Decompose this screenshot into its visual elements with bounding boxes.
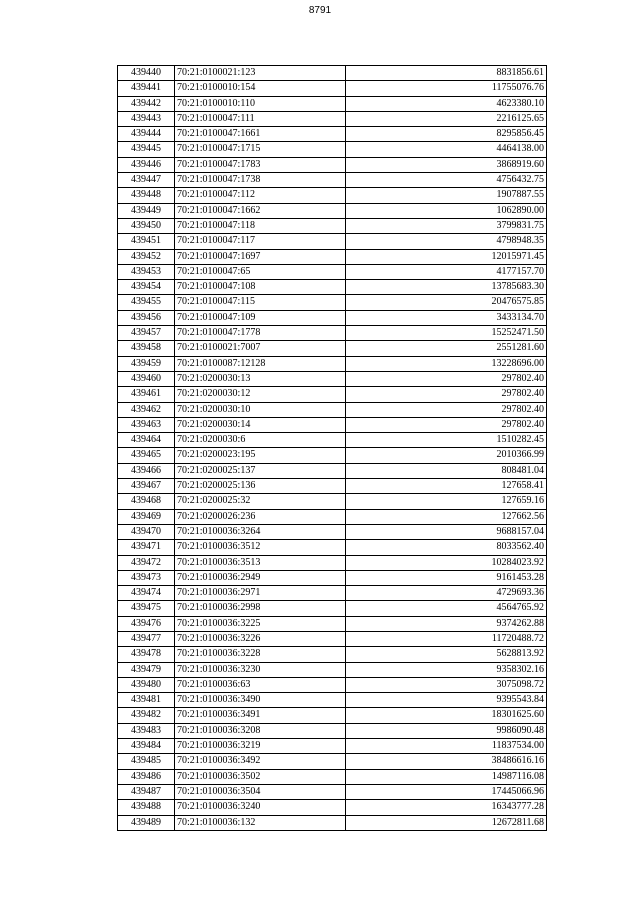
table-row <box>118 371 547 386</box>
table-row <box>118 127 547 142</box>
table-body <box>118 66 547 831</box>
table-row <box>118 524 547 539</box>
table-row <box>118 677 547 692</box>
table-row <box>118 631 547 646</box>
cadastral-number-cell: 70:21:0200026:236 <box>175 509 346 524</box>
cadastral-value-cell: 14987116.08 <box>346 769 547 784</box>
cadastral-value-cell: 9688157.04 <box>346 524 547 539</box>
cadastral-value-cell: 4798948.35 <box>346 234 547 249</box>
row-id-cell: 439468 <box>118 494 175 509</box>
table-row <box>118 234 547 249</box>
cadastral-value-cell: 8295856.45 <box>346 127 547 142</box>
cadastral-value-cell: 38486616.16 <box>346 754 547 769</box>
table-row <box>118 310 547 325</box>
cadastral-number-cell: 70:21:0100087:12128 <box>175 356 346 371</box>
cadastral-value-cell: 15252471.50 <box>346 326 547 341</box>
row-id-cell: 439479 <box>118 662 175 677</box>
cadastral-number-cell: 70:21:0100047:118 <box>175 218 346 233</box>
row-id-cell: 439445 <box>118 142 175 157</box>
cadastral-number-cell: 70:21:0100036:3513 <box>175 555 346 570</box>
cadastral-number-cell: 70:21:0100036:63 <box>175 677 346 692</box>
row-id-cell: 439483 <box>118 723 175 738</box>
row-id-cell: 439464 <box>118 433 175 448</box>
row-id-cell: 439472 <box>118 555 175 570</box>
row-id-cell: 439450 <box>118 218 175 233</box>
cadastral-number-cell: 70:21:0100047:115 <box>175 295 346 310</box>
cadastral-value-cell: 4729693.36 <box>346 586 547 601</box>
cadastral-value-cell: 20476575.85 <box>346 295 547 310</box>
row-id-cell: 439482 <box>118 708 175 723</box>
cadastral-value-cell: 4623380.10 <box>346 96 547 111</box>
cadastral-value-cell: 13228696.00 <box>346 356 547 371</box>
table-row <box>118 402 547 417</box>
table-row <box>118 570 547 585</box>
table-row <box>118 341 547 356</box>
cadastral-value-cell: 2216125.65 <box>346 111 547 126</box>
cadastral-value-cell: 3075098.72 <box>346 677 547 692</box>
table-row <box>118 662 547 677</box>
cadastral-number-cell: 70:21:0100036:3264 <box>175 524 346 539</box>
cadastral-number-cell: 70:21:0100036:3504 <box>175 784 346 799</box>
cadastral-value-cell: 9161453.28 <box>346 570 547 585</box>
table-row <box>118 463 547 478</box>
cadastral-value-cell: 9374262.88 <box>346 616 547 631</box>
cadastral-number-cell: 70:21:0200025:32 <box>175 494 346 509</box>
cadastral-value-cell: 16343777.28 <box>346 800 547 815</box>
cadastral-number-cell: 70:21:0100047:1783 <box>175 157 346 172</box>
cadastral-number-cell: 70:21:0200025:137 <box>175 463 346 478</box>
cadastral-value-cell: 127658.41 <box>346 479 547 494</box>
cadastral-number-cell: 70:21:0200030:14 <box>175 417 346 432</box>
cadastral-value-cell: 3433134.70 <box>346 310 547 325</box>
table-row <box>118 173 547 188</box>
row-id-cell: 439467 <box>118 479 175 494</box>
cadastral-value-cell: 5628813.92 <box>346 647 547 662</box>
cadastral-number-cell: 70:21:0100047:108 <box>175 280 346 295</box>
table-row <box>118 387 547 402</box>
row-id-cell: 439478 <box>118 647 175 662</box>
row-id-cell: 439461 <box>118 387 175 402</box>
row-id-cell: 439447 <box>118 173 175 188</box>
cadastral-number-cell: 70:21:0100047:111 <box>175 111 346 126</box>
row-id-cell: 439448 <box>118 188 175 203</box>
table-row <box>118 509 547 524</box>
cadastral-number-cell: 70:21:0100010:154 <box>175 81 346 96</box>
cadastral-value-cell: 127659.16 <box>346 494 547 509</box>
cadastral-number-cell: 70:21:0100021:7007 <box>175 341 346 356</box>
table-row <box>118 433 547 448</box>
row-id-cell: 439453 <box>118 264 175 279</box>
table-row <box>118 769 547 784</box>
cadastral-value-cell: 1907887.55 <box>346 188 547 203</box>
row-id-cell: 439458 <box>118 341 175 356</box>
row-id-cell: 439473 <box>118 570 175 585</box>
table-row <box>118 356 547 371</box>
table-row <box>118 111 547 126</box>
table-row <box>118 784 547 799</box>
table-row <box>118 555 547 570</box>
row-id-cell: 439488 <box>118 800 175 815</box>
table-row <box>118 96 547 111</box>
cadastral-number-cell: 70:21:0100047:1697 <box>175 249 346 264</box>
row-id-cell: 439463 <box>118 417 175 432</box>
table-row <box>118 723 547 738</box>
cadastral-number-cell: 70:21:0100047:109 <box>175 310 346 325</box>
cadastral-value-cell: 13785683.30 <box>346 280 547 295</box>
cadastral-number-cell: 70:21:0100010:110 <box>175 96 346 111</box>
row-id-cell: 439457 <box>118 326 175 341</box>
table-row <box>118 616 547 631</box>
row-id-cell: 439474 <box>118 586 175 601</box>
cadastral-value-cell: 12015971.45 <box>346 249 547 264</box>
row-id-cell: 439454 <box>118 280 175 295</box>
row-id-cell: 439469 <box>118 509 175 524</box>
cadastral-number-cell: 70:21:0100036:132 <box>175 815 346 830</box>
row-id-cell: 439480 <box>118 677 175 692</box>
cadastral-value-cell: 4177157.70 <box>346 264 547 279</box>
cadastral-value-cell: 4464138.00 <box>346 142 547 157</box>
cadastral-value-cell: 297802.40 <box>346 387 547 402</box>
cadastral-number-cell: 70:21:0100036:2971 <box>175 586 346 601</box>
table-row <box>118 264 547 279</box>
row-id-cell: 439451 <box>118 234 175 249</box>
cadastral-value-cell: 127662.56 <box>346 509 547 524</box>
cadastral-value-cell: 1510282.45 <box>346 433 547 448</box>
table-row <box>118 448 547 463</box>
cadastral-number-cell: 70:21:0200023:195 <box>175 448 346 463</box>
table-row <box>118 417 547 432</box>
cadastral-number-cell: 70:21:0100036:3225 <box>175 616 346 631</box>
cadastral-value-cell: 3868919.60 <box>346 157 547 172</box>
row-id-cell: 439465 <box>118 448 175 463</box>
table-row <box>118 739 547 754</box>
cadastral-value-cell: 4564765.92 <box>346 601 547 616</box>
cadastral-number-cell: 70:21:0100036:2998 <box>175 601 346 616</box>
row-id-cell: 439470 <box>118 524 175 539</box>
cadastral-number-cell: 70:21:0200030:12 <box>175 387 346 402</box>
cadastral-number-cell: 70:21:0200030:13 <box>175 371 346 386</box>
row-id-cell: 439485 <box>118 754 175 769</box>
cadastral-value-cell: 9358302.16 <box>346 662 547 677</box>
table-row <box>118 494 547 509</box>
cadastral-value-cell: 17445066.96 <box>346 784 547 799</box>
row-id-cell: 439487 <box>118 784 175 799</box>
row-id-cell: 439475 <box>118 601 175 616</box>
cadastral-value-cell: 11837534.00 <box>346 739 547 754</box>
row-id-cell: 439481 <box>118 693 175 708</box>
row-id-cell: 439466 <box>118 463 175 478</box>
cadastral-value-cell: 18301625.60 <box>346 708 547 723</box>
cadastral-number-cell: 70:21:0100036:3240 <box>175 800 346 815</box>
table-row <box>118 815 547 830</box>
cadastral-number-cell: 70:21:0100036:3230 <box>175 662 346 677</box>
cadastral-number-cell: 70:21:0200025:136 <box>175 479 346 494</box>
cadastral-value-cell: 297802.40 <box>346 417 547 432</box>
table-row <box>118 479 547 494</box>
cadastral-number-cell: 70:21:0100036:3512 <box>175 540 346 555</box>
page-number: 8791 <box>308 5 332 16</box>
table-row <box>118 326 547 341</box>
cadastral-number-cell: 70:21:0100047:1715 <box>175 142 346 157</box>
table-row <box>118 586 547 601</box>
cadastral-value-cell: 9395543.84 <box>346 693 547 708</box>
row-id-cell: 439456 <box>118 310 175 325</box>
table-row <box>118 142 547 157</box>
cadastral-number-cell: 70:21:0100036:3490 <box>175 693 346 708</box>
table-row <box>118 601 547 616</box>
cadastral-value-cell: 297802.40 <box>346 371 547 386</box>
cadastral-number-cell: 70:21:0200030:10 <box>175 402 346 417</box>
cadastral-number-cell: 70:21:0200030:6 <box>175 433 346 448</box>
table-row <box>118 754 547 769</box>
cadastral-value-cell: 11720488.72 <box>346 631 547 646</box>
row-id-cell: 439444 <box>118 127 175 142</box>
cadastral-number-cell: 70:21:0100021:123 <box>175 66 346 81</box>
cadastral-value-cell: 2010366.99 <box>346 448 547 463</box>
cadastral-value-cell: 11755076.76 <box>346 81 547 96</box>
row-id-cell: 439489 <box>118 815 175 830</box>
table-row <box>118 693 547 708</box>
cadastral-number-cell: 70:21:0100047:1661 <box>175 127 346 142</box>
table-row <box>118 157 547 172</box>
row-id-cell: 439459 <box>118 356 175 371</box>
cadastral-number-cell: 70:21:0100036:3492 <box>175 754 346 769</box>
cadastral-number-cell: 70:21:0100036:3502 <box>175 769 346 784</box>
row-id-cell: 439486 <box>118 769 175 784</box>
row-id-cell: 439452 <box>118 249 175 264</box>
table-row <box>118 647 547 662</box>
row-id-cell: 439462 <box>118 402 175 417</box>
cadastral-number-cell: 70:21:0100047:1738 <box>175 173 346 188</box>
cadastral-number-cell: 70:21:0100036:3208 <box>175 723 346 738</box>
cadastral-value-cell: 8831856.61 <box>346 66 547 81</box>
cadastral-value-cell: 1062890.00 <box>346 203 547 218</box>
table-row <box>118 66 547 81</box>
cadastral-number-cell: 70:21:0100047:117 <box>175 234 346 249</box>
cadastral-number-cell: 70:21:0100036:3226 <box>175 631 346 646</box>
cadastral-value-cell: 3799831.75 <box>346 218 547 233</box>
row-id-cell: 439471 <box>118 540 175 555</box>
row-id-cell: 439460 <box>118 371 175 386</box>
cadastral-number-cell: 70:21:0100047:1662 <box>175 203 346 218</box>
cadastral-value-cell: 297802.40 <box>346 402 547 417</box>
row-id-cell: 439442 <box>118 96 175 111</box>
cadastral-value-cell: 12672811.68 <box>346 815 547 830</box>
table-row <box>118 203 547 218</box>
table-row <box>118 295 547 310</box>
table-row <box>118 249 547 264</box>
cadastral-number-cell: 70:21:0100047:65 <box>175 264 346 279</box>
row-id-cell: 439477 <box>118 631 175 646</box>
table-row <box>118 188 547 203</box>
cadastral-value-cell: 8033562.40 <box>346 540 547 555</box>
cadastral-value-cell: 2551281.60 <box>346 341 547 356</box>
row-id-cell: 439443 <box>118 111 175 126</box>
cadastral-number-cell: 70:21:0100036:3219 <box>175 739 346 754</box>
table-row <box>118 280 547 295</box>
row-id-cell: 439484 <box>118 739 175 754</box>
row-id-cell: 439446 <box>118 157 175 172</box>
cadastral-number-cell: 70:21:0100047:1778 <box>175 326 346 341</box>
cadastral-value-cell: 10284023.92 <box>346 555 547 570</box>
row-id-cell: 439441 <box>118 81 175 96</box>
table-row <box>118 540 547 555</box>
cadastral-value-cell: 4756432.75 <box>346 173 547 188</box>
cadastral-value-table <box>117 65 547 831</box>
cadastral-number-cell: 70:21:0100036:3228 <box>175 647 346 662</box>
cadastral-number-cell: 70:21:0100036:3491 <box>175 708 346 723</box>
cadastral-value-cell: 9986090.48 <box>346 723 547 738</box>
row-id-cell: 439449 <box>118 203 175 218</box>
cadastral-number-cell: 70:21:0100047:112 <box>175 188 346 203</box>
cadastral-number-cell: 70:21:0100036:2949 <box>175 570 346 585</box>
table-row <box>118 81 547 96</box>
table-row <box>118 800 547 815</box>
table-row <box>118 218 547 233</box>
row-id-cell: 439455 <box>118 295 175 310</box>
row-id-cell: 439440 <box>118 66 175 81</box>
row-id-cell: 439476 <box>118 616 175 631</box>
cadastral-value-cell: 808481.04 <box>346 463 547 478</box>
table-row <box>118 708 547 723</box>
